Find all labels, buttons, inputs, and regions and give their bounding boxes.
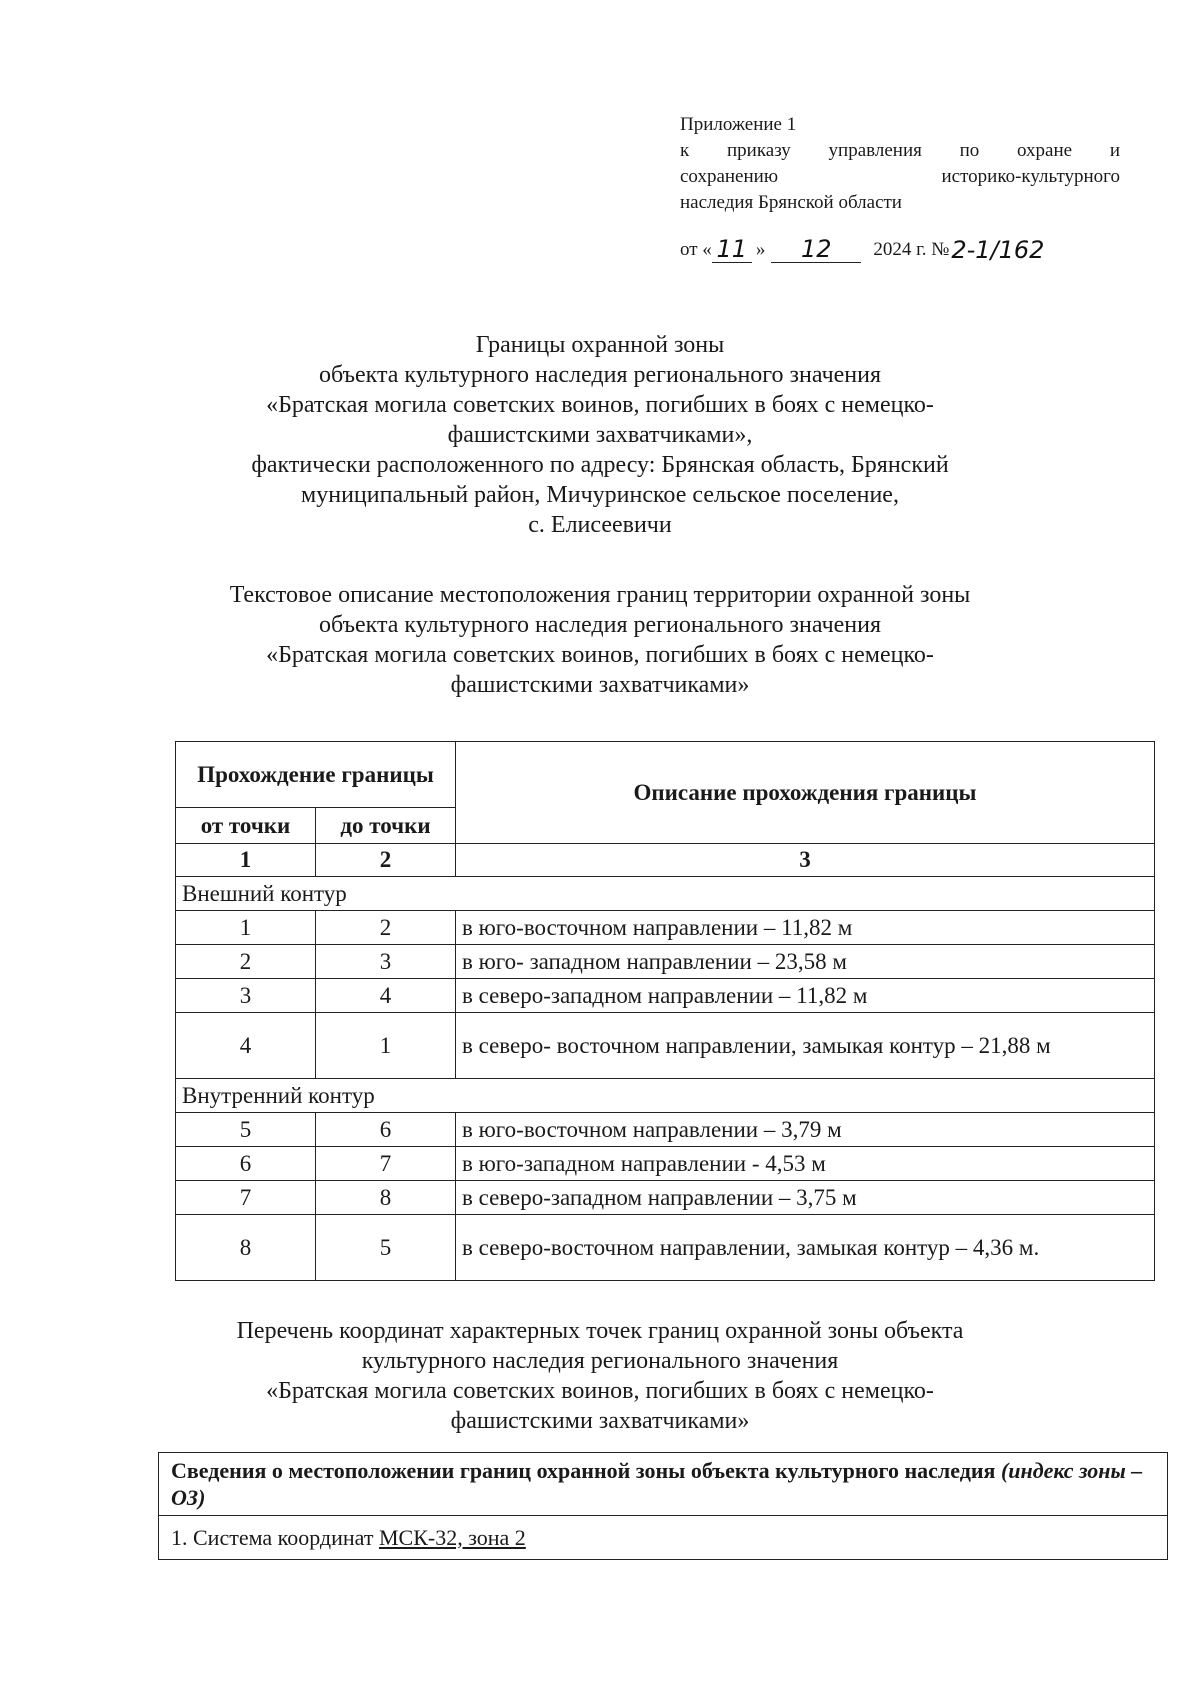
to-point: 3 (316, 945, 456, 979)
order-month: 12 (771, 236, 861, 263)
coordinates-table (158, 1452, 1168, 1560)
zone-index: (индекс зоны – ОЗ) (171, 1458, 1143, 1510)
title-line: фактически расположенного по адресу: Брянская область, Брянский (251, 452, 949, 478)
boundary-description: в северо-западном направлении – 11,82 м (456, 979, 1155, 1013)
to-point: 7 (316, 1147, 456, 1181)
subtitle-line: Текстовое описание местоположения границ территории охранной зоны (229, 582, 971, 608)
from-point: 1 (176, 911, 316, 945)
from-point: 6 (176, 1147, 316, 1181)
appendix-line-2: к приказу управления по охране и (680, 140, 1120, 161)
appendix-line-4: наследия Брянской области (680, 192, 902, 213)
column-number-row (176, 844, 1155, 877)
title-line: фашистскими захватчиками», (447, 422, 753, 448)
col-num: 1 (176, 844, 316, 877)
title-line: Границы охранной зоны (475, 332, 725, 358)
subtitle-line: фашистскими захватчиками» (450, 672, 750, 698)
coords-header-text: Сведения о местоположении границ охранной зоны объекта культурного наследия (171, 1458, 1001, 1483)
boundary-description: в юго-восточном направлении – 3,79 м (456, 1113, 1155, 1147)
col-num: 3 (456, 844, 1155, 877)
order-day: 11 (712, 236, 752, 263)
from-point: 3 (176, 979, 316, 1013)
boundary-description: в северо-западном направлении – 3,75 м (456, 1181, 1155, 1215)
table-header-row (176, 742, 1155, 808)
header-from: от точки (176, 808, 316, 844)
title-line: объекта культурного наследия регионального значения (318, 362, 882, 388)
coords-system-label: 1. Система координат (171, 1524, 379, 1550)
coords-row (159, 1516, 1168, 1560)
from-point: 2 (176, 945, 316, 979)
coords-heading-line: культурного наследия регионального значения (361, 1348, 839, 1374)
inner-contour-label: Внутренний контур (176, 1079, 1155, 1113)
appendix-title: Приложение 1 (680, 114, 797, 135)
order-prefix: от « (680, 239, 712, 260)
boundary-description: в юго-западном направлении - 4,53 м (456, 1147, 1155, 1181)
coords-heading-line: Перечень координат характерных точек границ охранной зоны объекта (236, 1318, 964, 1344)
header-to: до точки (316, 808, 456, 844)
boundary-description: в юго-восточном направлении – 11,82 м (456, 911, 1155, 945)
title-line: с. Елисеевичи (528, 512, 672, 538)
table-row (176, 1181, 1155, 1215)
coords-heading-line: фашистскими захватчиками» (450, 1408, 750, 1434)
table-row (176, 945, 1155, 979)
subtitle-line: «Братская могила советских воинов, погибших в боях с немецко- (266, 642, 934, 668)
coordinates-heading (150, 1316, 1050, 1436)
boundary-description: в северо-восточном направлении, замыкая контур – 4,36 м. (456, 1215, 1155, 1281)
order-year: 2024 г. № (873, 239, 950, 260)
order-mid: » (755, 239, 766, 260)
document-title (150, 330, 1050, 540)
order-reference (680, 236, 1120, 263)
to-point: 2 (316, 911, 456, 945)
coords-header-row (159, 1453, 1168, 1516)
header-description: Описание прохождения границы (456, 742, 1155, 844)
section-row-inner (176, 1079, 1155, 1113)
to-point: 5 (316, 1215, 456, 1281)
section-row-outer (176, 877, 1155, 911)
coords-system-value: МСК-32, зона 2 (378, 1524, 526, 1550)
from-point: 8 (176, 1215, 316, 1281)
to-point: 6 (316, 1113, 456, 1147)
to-point: 4 (316, 979, 456, 1013)
subtitle-line: объекта культурного наследия регионального значения (318, 612, 882, 638)
order-number: 2-1/162 (951, 236, 1045, 264)
coords-heading-line: «Братская могила советских воинов, погибших в боях с немецко- (266, 1378, 934, 1404)
col-num: 2 (316, 844, 456, 877)
header-passage: Прохождение границы (176, 742, 456, 808)
text-description-heading (150, 580, 1050, 700)
boundary-description: в юго- западном направлении – 23,58 м (456, 945, 1155, 979)
table-row (176, 1113, 1155, 1147)
appendix-line-3: сохранению историко-культурного (680, 166, 1120, 187)
table-row (176, 1147, 1155, 1181)
title-line: муниципальный район, Мичуринское сельское поселение, (301, 482, 899, 508)
outer-contour-label: Внешний контур (176, 877, 1155, 911)
from-point: 4 (176, 1013, 316, 1079)
coords-system-cell (159, 1516, 1168, 1560)
table-row (176, 1013, 1155, 1079)
from-point: 7 (176, 1181, 316, 1215)
appendix-block (680, 112, 1120, 263)
table-row (176, 1215, 1155, 1281)
to-point: 1 (316, 1013, 456, 1079)
coords-header-cell (159, 1453, 1168, 1516)
title-line: «Братская могила советских воинов, погибших в боях с немецко- (266, 392, 934, 418)
table-row (176, 979, 1155, 1013)
boundary-table (175, 741, 1155, 1281)
from-point: 5 (176, 1113, 316, 1147)
table-row (176, 911, 1155, 945)
to-point: 8 (316, 1181, 456, 1215)
boundary-description: в северо- восточном направлении, замыкая контур – 21,88 м (456, 1013, 1155, 1079)
